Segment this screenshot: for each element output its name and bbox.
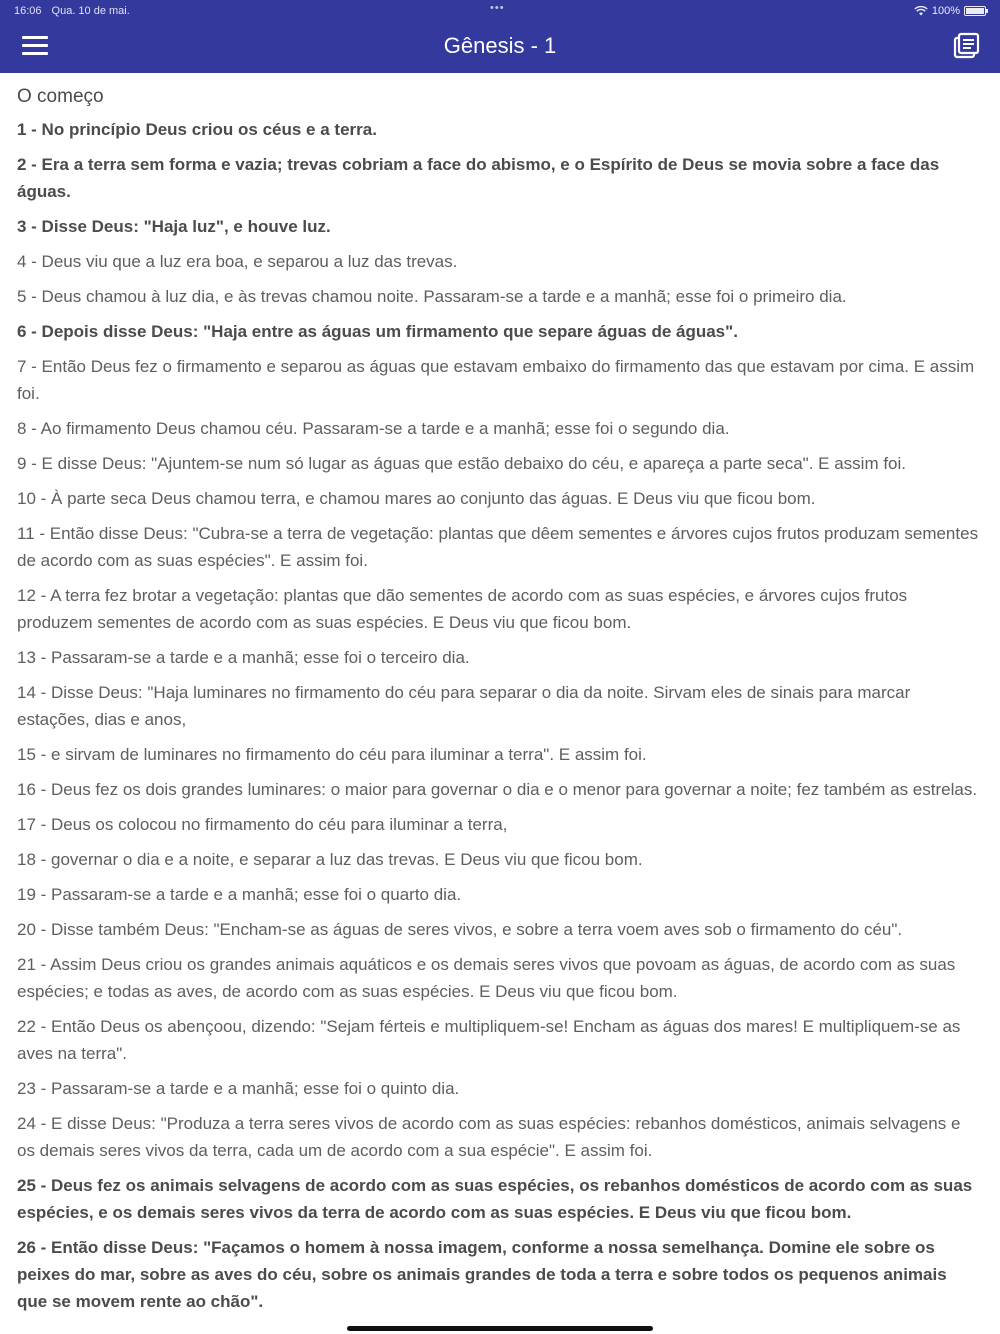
verse-item[interactable]: 17 - Deus os colocou no firmamento do céu para iluminar a terra, — [17, 815, 508, 834]
verse-item[interactable]: 20 - Disse também Deus: "Encham-se as águas de seres vivos, e sobre a terra voem aves sob o firmamento do céu". — [17, 920, 903, 939]
battery-percent: 100% — [931, 5, 960, 17]
status-bar — [0, 0, 1000, 24]
verse-item[interactable]: 26 - Então disse Deus: "Façamos o homem à nossa imagem, conforme a nossa semelhança. Domine ele sobre os peixes do mar, sobre as aves do céu, sobre os animais grandes de toda a terra e sobre todos os pequenos animais que se movem rente ao chão". — [17, 1238, 947, 1311]
status-time: 16:06 — [14, 5, 42, 17]
book-list-button[interactable] — [952, 32, 980, 60]
home-indicator[interactable] — [347, 1326, 653, 1331]
verse-item[interactable]: 24 - E disse Deus: "Produza a terra seres vivos de acordo com as suas espécies: rebanhos domésticos, animais selvagens e os demais seres vivos da terra, cada um de acordo com a sua espécie". E assim foi. — [17, 1114, 961, 1160]
verse-item[interactable]: 1 - No princípio Deus criou os céus e a terra. — [17, 120, 377, 139]
verse-item[interactable]: 14 - Disse Deus: "Haja luminares no firmamento do céu para separar o dia da noite. Sirvam eles de sinais para marcar estações, dias e anos, — [17, 683, 911, 729]
verse-item[interactable]: 21 - Assim Deus criou os grandes animais aquáticos e os demais seres vivos que povoam as águas, de acordo com as suas espécies; e todas as aves, de acordo com as suas espécies. E Deus viu que ficou bom. — [17, 955, 956, 1001]
verse-item[interactable]: 22 - Então Deus os abençoou, dizendo: "Sejam férteis e multipliquem-se! Encham as águas dos mares! E multipliquem-se as aves na terra". — [17, 1017, 961, 1063]
verse-item[interactable]: 9 - E disse Deus: "Ajuntem-se num só lugar as águas que estão debaixo do céu, e apareça a parte seca". E assim foi. — [17, 454, 907, 473]
verse-list — [17, 116, 979, 1315]
verse-item[interactable]: 18 - governar o dia e a noite, e separar a luz das trevas. E Deus viu que ficou bom. — [17, 850, 643, 869]
verse-item[interactable]: 7 - Então Deus fez o firmamento e separou as águas que estavam embaixo do firmamento das que estavam por cima. E assim foi. — [17, 357, 975, 403]
verse-item[interactable]: 10 - À parte seca Deus chamou terra, e chamou mares ao conjunto das águas. E Deus viu que ficou bom. — [17, 489, 816, 508]
verse-item[interactable]: 5 - Deus chamou à luz dia, e às trevas chamou noite. Passaram-se a tarde e a manhã; esse foi o primeiro dia. — [17, 287, 847, 306]
wifi-icon — [914, 6, 928, 16]
verse-item[interactable]: 16 - Deus fez os dois grandes luminares: o maior para governar o dia e o menor para governar a noite; fez também as estrelas. — [17, 780, 978, 799]
verse-item[interactable]: 4 - Deus viu que a luz era boa, e separou a luz das trevas. — [17, 252, 458, 271]
top-navigation-bar — [0, 0, 1000, 73]
verse-item[interactable]: 11 - Então disse Deus: "Cubra-se a terra de vegetação: plantas que dêem sementes e árvores cujos frutos produzam sementes de acordo com as suas espécies". E assim foi. — [17, 524, 979, 570]
verse-item[interactable]: 23 - Passaram-se a tarde e a manhã; esse foi o quinto dia. — [17, 1079, 460, 1098]
verse-item[interactable]: 13 - Passaram-se a tarde e a manhã; esse foi o terceiro dia. — [17, 648, 470, 667]
verse-item[interactable]: 2 - Era a terra sem forma e vazia; trevas cobriam a face do abismo, e o Espírito de Deus se movia sobre a face das águas. — [17, 155, 940, 201]
status-right — [914, 5, 986, 17]
verse-item[interactable]: 15 - e sirvam de luminares no firmamento do céu para iluminar a terra". E assim foi. — [17, 745, 647, 764]
section-title: O começo — [17, 86, 104, 107]
multitasking-dots[interactable]: ••• — [490, 2, 505, 14]
verse-item[interactable]: 19 - Passaram-se a tarde e a manhã; esse foi o quarto dia. — [17, 885, 462, 904]
verse-item[interactable]: 6 - Depois disse Deus: "Haja entre as águas um firmamento que separe águas de águas". — [17, 322, 738, 341]
battery-icon — [964, 6, 986, 16]
verse-item[interactable]: 8 - Ao firmamento Deus chamou céu. Passaram-se a tarde e a manhã; esse foi o segundo dia. — [17, 419, 730, 438]
verse-item[interactable]: 25 - Deus fez os animais selvagens de acordo com as suas espécies, os rebanhos domésticos de acordo com as suas espécies, e os demais seres vivos da terra de acordo com as suas espécies. E Deus viu que ficou bom. — [17, 1176, 973, 1222]
verse-item[interactable]: 12 - A terra fez brotar a vegetação: plantas que dão sementes de acordo com as suas espécies, e árvores cujos frutos produzem sementes de acordo com as suas espécies. E Deus viu que ficou bom. — [17, 586, 908, 632]
status-date: Qua. 10 de mai. — [51, 5, 130, 17]
page-title: Gênesis - 1 — [443, 33, 557, 58]
chapter-content[interactable] — [17, 84, 979, 1323]
book-list-icon — [952, 32, 980, 60]
status-left — [14, 5, 130, 17]
verse-item[interactable]: 3 - Disse Deus: "Haja luz", e houve luz. — [17, 217, 331, 236]
